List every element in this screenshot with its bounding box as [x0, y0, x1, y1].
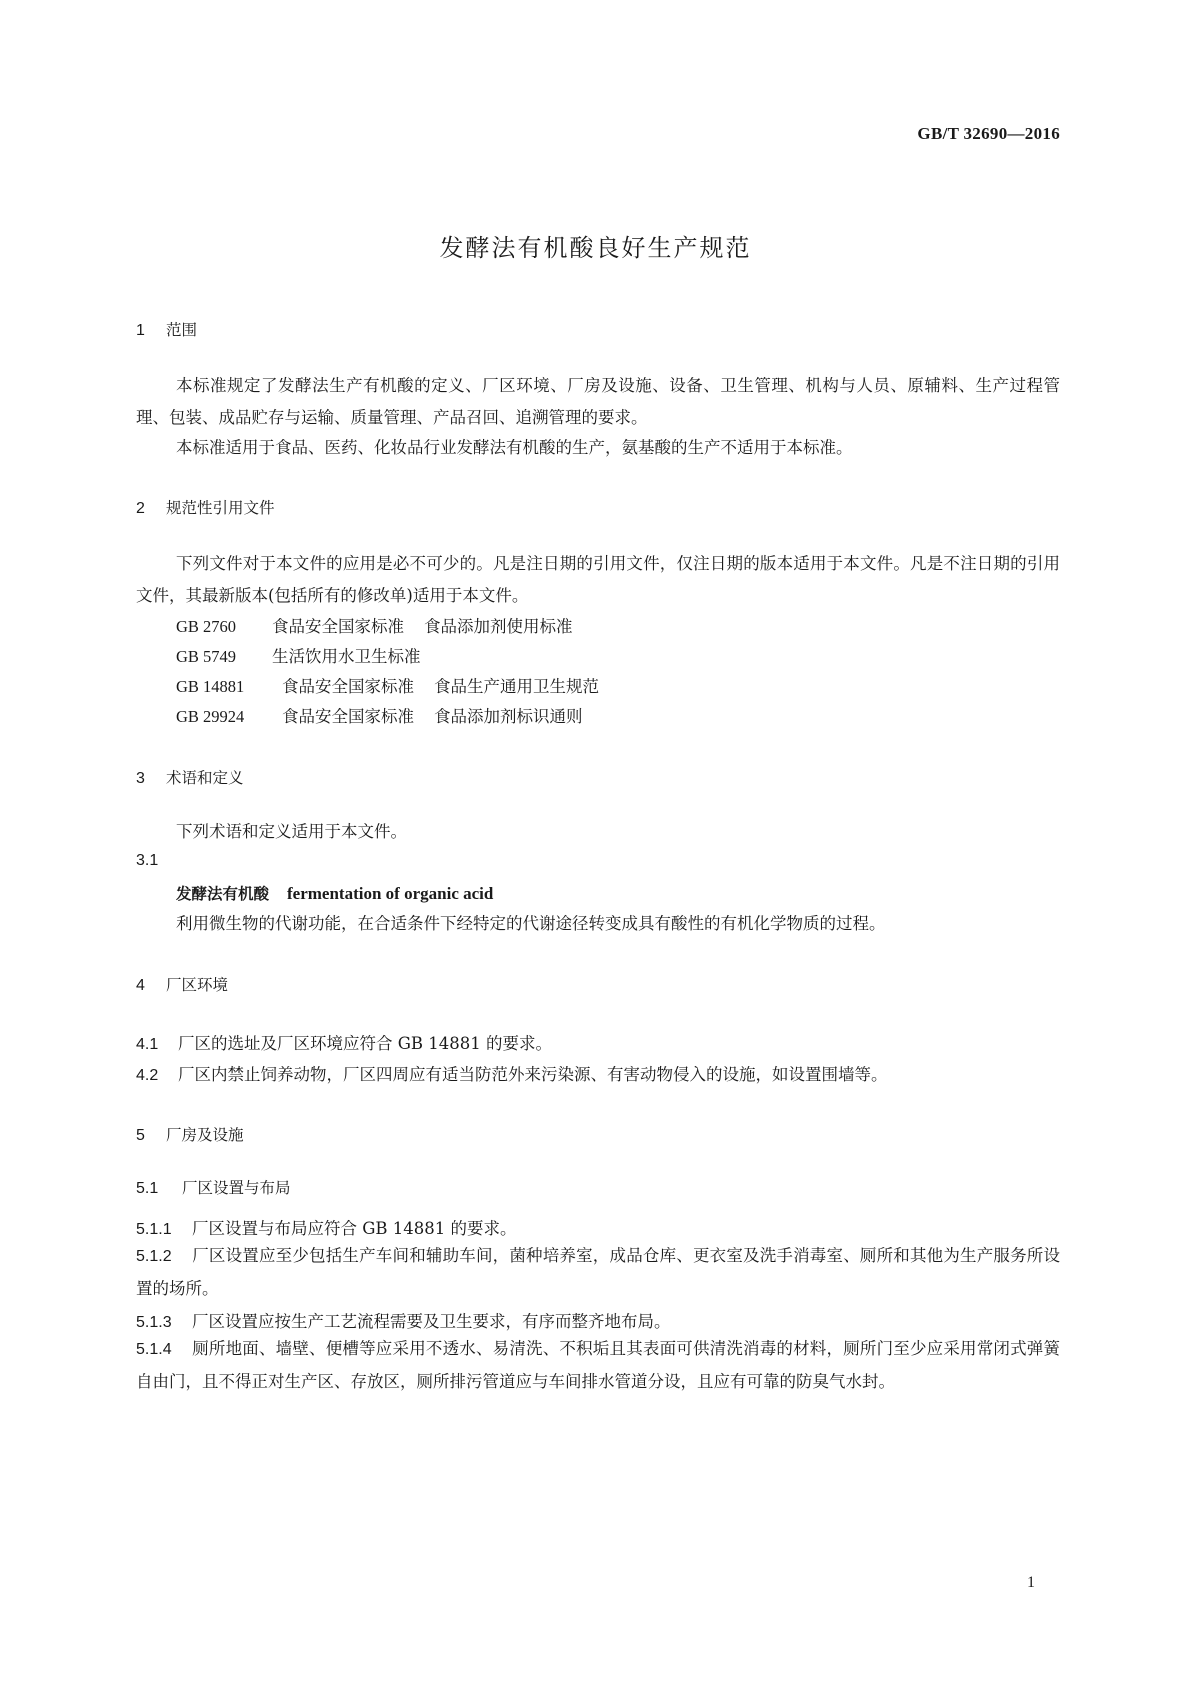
- document-title: 发酵法有机酸良好生产规范: [439, 234, 752, 262]
- section-1-paragraph-2: 本标准适用于食品、医药、化妆品行业发酵法有机酸的生产，氨基酸的生产不适用于本标准。: [176, 438, 853, 457]
- section-title: 规范性引用文件: [166, 499, 275, 517]
- section-number: 3: [136, 770, 145, 787]
- clause-number: 4.2: [136, 1067, 159, 1084]
- reference-subtitle: 食品生产通用卫生规范: [434, 677, 599, 696]
- reference-code: GB 14881: [176, 677, 245, 696]
- section-3-paragraph-1: 下列术语和定义适用于本文件。: [176, 822, 407, 841]
- section-5-heading: [136, 1123, 244, 1145]
- clause-4-2: [136, 1061, 888, 1085]
- reference-subtitle: 食品添加剂标识通则: [434, 707, 583, 726]
- clause-text: 厂区设置应至少包括生产车间和辅助车间，菌种培养室，成品仓库、更衣室及洗手消毒室、厕所和其他为生产服务所设置的场所。: [136, 1246, 1060, 1298]
- reference-name: 食品安全国家标准: [282, 707, 414, 726]
- term-number: 3.1: [136, 852, 159, 869]
- term-name-en: fermentation of organic acid: [287, 884, 494, 903]
- subsection-5-1-heading: [136, 1176, 291, 1198]
- section-2-paragraph-1: 下列文件对于本文件的应用是必不可少的。凡是注日期的引用文件，仅注日期的版本适用于本文件。凡是不注日期的引用文件，其最新版本(包括所有的修改单)适用于本文件。: [136, 554, 1060, 605]
- section-number: 1: [136, 322, 145, 339]
- reference-item: [176, 703, 583, 727]
- clause-text: 厕所地面、墙壁、便槽等应采用不透水、易清洗、不积垢且其表面可供清洗消毒的材料，厕所门至少应采用常闭式弹簧自由门，且不得正对生产区、存放区，厕所排污管道应与车间排水管道分设，且应有可靠的防臭气水封。: [136, 1339, 1060, 1391]
- reference-name: 生活饮用水卫生标准: [272, 647, 421, 666]
- section-title: 术语和定义: [166, 769, 244, 787]
- clause-text: 厂区的选址及厂区环境应符合 GB 14881 的要求。: [178, 1034, 553, 1053]
- section-1-heading: [136, 318, 197, 340]
- section-4-heading: [136, 973, 228, 995]
- term-definition: 利用微生物的代谢功能，在合适条件下经特定的代谢途径转变成具有酸性的有机化学物质的过程。: [176, 914, 886, 933]
- reference-item: [176, 643, 421, 667]
- reference-item: [176, 673, 599, 697]
- clause-number: 5.1.4: [136, 1341, 172, 1358]
- clause-number: 4.1: [136, 1036, 159, 1053]
- reference-name: 食品安全国家标准: [272, 617, 404, 636]
- clause-text: 厂区设置应按生产工艺流程需要及卫生要求，有序而整齐地布局。: [192, 1312, 671, 1331]
- clause-number: 5.1.1: [136, 1221, 172, 1238]
- section-title: 厂区环境: [166, 976, 229, 994]
- section-number: 4: [136, 977, 145, 994]
- subsection-title: 厂区设置与布局: [182, 1179, 291, 1197]
- clause-4-1: [136, 1030, 552, 1054]
- clause-text: 厂区设置与布局应符合 GB 14881 的要求。: [192, 1219, 517, 1238]
- term-name-cn: 发酵法有机酸: [176, 885, 270, 903]
- clause-5-1-3: [136, 1308, 671, 1332]
- subsection-number: 5.1: [136, 1180, 159, 1197]
- reference-code: GB 2760: [176, 617, 237, 636]
- section-3-heading: [136, 766, 244, 788]
- section-number: 2: [136, 500, 145, 517]
- section-2-heading: [136, 496, 275, 518]
- section-number: 5: [136, 1127, 145, 1144]
- clause-5-1-1: [136, 1215, 517, 1239]
- clause-number: 5.1.2: [136, 1248, 172, 1265]
- reference-item: [176, 613, 573, 637]
- clause-5-1-4: [136, 1333, 1060, 1398]
- clause-number: 5.1.3: [136, 1314, 172, 1331]
- reference-code: GB 29924: [176, 707, 245, 726]
- section-title: 厂房及设施: [166, 1126, 244, 1144]
- reference-subtitle: 食品添加剂使用标准: [424, 617, 573, 636]
- clause-text: 厂区内禁止饲养动物，厂区四周应有适当防范外来污染源、有害动物侵入的设施，如设置围墙等。: [178, 1065, 888, 1084]
- section-title: 范围: [166, 321, 198, 339]
- section-1-paragraph-1: 本标准规定了发酵法生产有机酸的定义、厂区环境、厂房及设施、设备、卫生管理、机构与人员、原辅料、生产过程管理、包装、成品贮存与运输、质量管理、产品召回、追溯管理的要求。: [136, 376, 1060, 427]
- standard-code: GB/T 32690—2016: [917, 124, 1060, 143]
- reference-name: 食品安全国家标准: [282, 677, 414, 696]
- clause-5-1-2: [136, 1240, 1060, 1305]
- page-number: 1: [1027, 1574, 1035, 1591]
- reference-code: GB 5749: [176, 647, 237, 666]
- term-name: [176, 882, 493, 904]
